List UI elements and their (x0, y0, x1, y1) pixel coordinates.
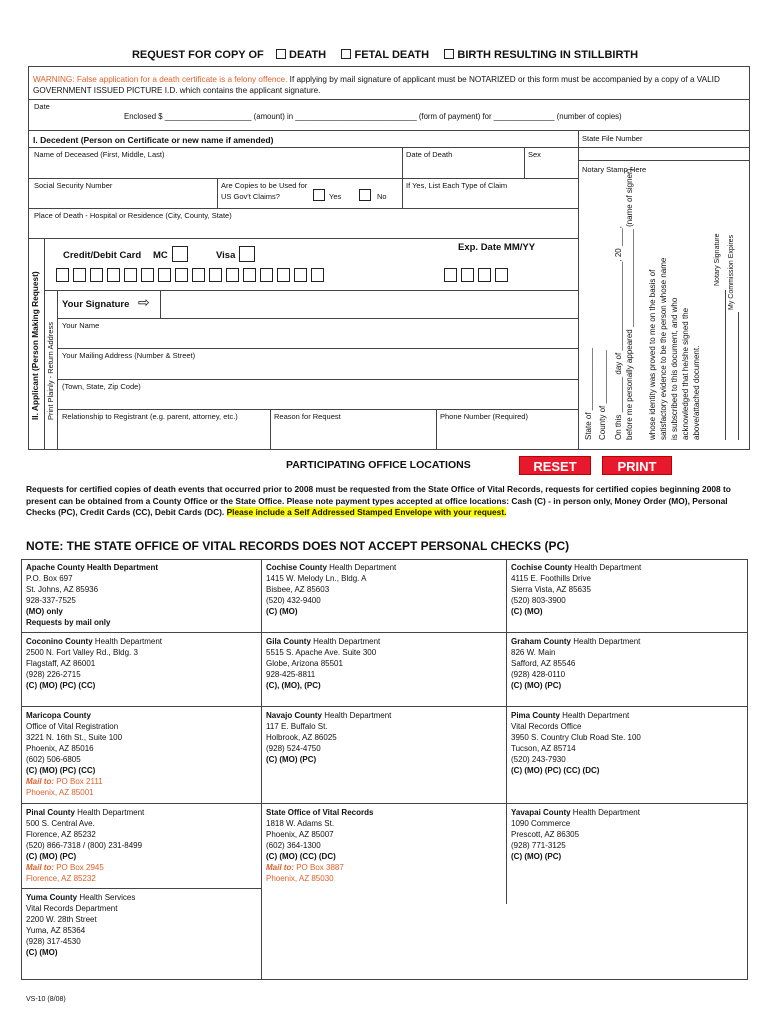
office-line: (928) 226-2715 (26, 670, 81, 679)
office-name: Apache County Health Department (26, 563, 159, 572)
warning-text (33, 74, 745, 96)
office-line: (602) 506-6805 (26, 755, 81, 764)
office-name: Cochise County Health Department (266, 563, 397, 572)
divider (402, 147, 403, 178)
print-plainly-label: Print Plainly - Return Address (46, 322, 55, 420)
card-digit-box[interactable] (56, 268, 69, 282)
notary-signature-line (725, 290, 726, 440)
office-line: (602) 364-1300 (266, 841, 321, 850)
mailing-address-label[interactable]: Your Mailing Address (Number & Street) (62, 351, 196, 360)
sex-label: Sex (528, 150, 541, 159)
date-label: Date (34, 102, 50, 111)
office-payment-types: (C) (MO) (PC) (26, 852, 77, 861)
office-name: Maricopa County (26, 711, 91, 720)
notary-subscribed: is subscribed to this document, and who (670, 297, 679, 440)
fetal-death-checkbox[interactable] (341, 49, 351, 59)
notary-on-this: On this ________ day of ____________________, 20 ____, (614, 226, 623, 440)
notary-state-of: State of ______________ (584, 347, 593, 440)
copies-q-line2: US Gov't Claims? (221, 192, 280, 201)
office-name: Yuma County Health Services (26, 893, 136, 902)
office-line: 500 S. Central Ave. (26, 819, 95, 828)
stillbirth-checkbox[interactable] (444, 49, 454, 59)
divider (28, 178, 578, 179)
office-name: Yavapai County Health Department (511, 808, 640, 817)
notary-county-of: County of ____________ (598, 350, 607, 440)
stillbirth-label: BIRTH RESULTING IN STILLBIRTH (457, 49, 639, 61)
state-file-label: State File Number (582, 134, 643, 143)
mc-label: MC (153, 250, 168, 261)
office-payment-types: (C) (MO) (PC) (CC) (DC) (511, 766, 600, 775)
divider (28, 208, 578, 209)
notary-whose: whose identity was proved to me on the basis of (648, 269, 657, 440)
place-of-death-label: Place of Death - Hospital or Residence (City, County, State) (34, 211, 232, 220)
office-line: Vital Records Office (511, 722, 582, 731)
divider (261, 559, 262, 980)
card-digit-box[interactable] (124, 268, 137, 282)
office-line: Tucson, AZ 85714 (511, 744, 576, 753)
deceased-name-label: Name of Deceased (First, Middle, Last) (34, 150, 165, 159)
office-line: (520) 243-7930 (511, 755, 566, 764)
enclosed-line[interactable]: Enclosed $ ____________________ (amount) in ____________________________ (form of payment) for ______________ (number of copies) (124, 112, 622, 121)
office-line: Phoenix, AZ 85016 (26, 744, 94, 753)
notary-satisfactory: satisfactory evidence to be the person whose name (659, 257, 668, 440)
office-cell (511, 636, 741, 691)
reason-label[interactable]: Reason for Request (274, 412, 341, 421)
office-line: St. Johns, AZ 85936 (26, 585, 99, 594)
divider (21, 803, 748, 804)
card-digit-box[interactable] (260, 268, 273, 282)
office-line: Bisbee, AZ 85603 (266, 585, 330, 594)
office-cell (266, 636, 496, 691)
credit-debit-label: Credit/Debit Card (63, 250, 142, 261)
offices-title: PARTICIPATING OFFICE LOCATIONS (286, 459, 471, 471)
card-digit-box[interactable] (277, 268, 290, 282)
card-digit-box[interactable] (192, 268, 205, 282)
office-line: 117 E. Buffalo St. (266, 722, 328, 731)
arrow-right-icon: ⇨ (138, 294, 150, 310)
card-digit-box[interactable] (107, 268, 120, 282)
notary-before-me: before me personally appeared ______________________ (name of signer), (625, 166, 634, 440)
office-line: Holbrook, AZ 86025 (266, 733, 337, 742)
divider (44, 238, 45, 450)
divider (28, 147, 750, 148)
office-line: 4115 E. Foothills Drive (511, 574, 591, 583)
divider (28, 130, 750, 131)
your-name-label[interactable]: Your Name (62, 321, 100, 330)
office-cell (266, 710, 496, 765)
card-digit-box[interactable] (209, 268, 222, 282)
divider (524, 147, 525, 178)
office-cell (26, 636, 256, 691)
divider (270, 409, 271, 450)
office-line: 1415 W. Melody Ln., Bldg. A (266, 574, 367, 583)
office-payment-types: (C) (MO) (CC) (DC) (266, 852, 336, 861)
office-line: 928-425-8811 (266, 670, 316, 679)
office-line: (928) 317-4530 (26, 937, 81, 946)
office-line: 826 W. Main (511, 648, 556, 657)
divider (436, 409, 437, 450)
form-number: VS-10 (8/08) (26, 996, 66, 1003)
card-digit-box[interactable] (73, 268, 86, 282)
office-line: 1818 W. Adams St. (266, 819, 335, 828)
divider (57, 318, 578, 319)
yes-checkbox[interactable] (313, 189, 325, 201)
office-line: (928) 428-0110 (511, 670, 566, 679)
office-payment-types: (C) (MO) (PC) (CC) (26, 681, 96, 690)
warning-red: WARNING: False application for a death certificate is a felony offence. (33, 75, 288, 84)
visa-checkbox[interactable] (239, 246, 255, 262)
divider (57, 379, 578, 380)
office-line: Florence, AZ 85232 (26, 830, 96, 839)
card-digit-box[interactable] (294, 268, 307, 282)
office-name: Graham County Health Department (511, 637, 641, 646)
divider (21, 632, 748, 633)
office-payment-types: (C) (MO) (PC) (266, 755, 317, 764)
warning-rest: If applying by mail signature of applicant must be NOTARIZED or this form must be accompanied by a copy of a VALID GOVERNMENT ISSUED PICTURE I.D. which contains the applicant signature. (33, 75, 720, 95)
form-title-row (0, 49, 770, 61)
office-mail-line: Phoenix, AZ 85001 (26, 788, 94, 797)
sase-highlight: Please include a Self Addressed Stamped Envelope with your request. (226, 507, 507, 517)
office-line: 928-337-7525 (26, 596, 76, 605)
office-line: Flagstaff, AZ 86001 (26, 659, 96, 668)
yes-label: Yes (329, 192, 342, 201)
divider (57, 348, 578, 349)
office-line: (928) 524-4750 (266, 744, 321, 753)
copies-q-line1: Are Copies to be Used for (221, 181, 308, 190)
office-name: Pinal County Health Department (26, 808, 145, 817)
exp-digit-box[interactable] (495, 268, 508, 282)
office-line: 3950 S. Country Club Road Ste. 100 (511, 733, 641, 742)
reset-button[interactable]: RESET (519, 456, 591, 475)
no-checkbox[interactable] (359, 189, 371, 201)
office-cell (511, 710, 741, 776)
exp-date-boxes[interactable] (444, 268, 512, 284)
office-payment-types: (C) (MO) (511, 607, 543, 616)
card-digit-box[interactable] (141, 268, 154, 282)
notary-stamp-label: Notary Stamp Here (582, 165, 647, 174)
office-name: Coconino County Health Department (26, 637, 163, 646)
office-cell (26, 562, 256, 628)
office-payment-types: (C) (MO) (PC) (511, 681, 562, 690)
divider (57, 409, 578, 410)
signature-label: Your Signature (62, 299, 130, 310)
signature-field[interactable] (161, 291, 577, 317)
office-mail-line: Florence, AZ 85232 (26, 874, 96, 883)
ssn-label: Social Security Number (34, 181, 113, 190)
divider (217, 178, 218, 208)
exp-digit-box[interactable] (478, 268, 491, 282)
office-mail-to: Mail to: PO Box 3887 (266, 863, 344, 872)
office-line: P.O. Box 697 (26, 574, 73, 583)
office-cell (26, 710, 256, 798)
divider (21, 888, 261, 889)
office-line: (520) 803-3900 (511, 596, 566, 605)
claim-type-label: If Yes, List Each Type of Claim (406, 181, 508, 190)
office-line: Office of Vital Registration (26, 722, 119, 731)
office-payment-types: Requests by mail only (26, 618, 111, 627)
office-payment-types: (C) (MO) (266, 607, 298, 616)
card-digit-box[interactable] (243, 268, 256, 282)
notary-expires-label: My Commission Expires (728, 234, 735, 310)
divider (57, 290, 58, 450)
date-of-death-label: Date of Death (406, 150, 453, 159)
office-payment-types: (C), (MO), (PC) (266, 681, 321, 690)
office-name: State Office of Vital Records (266, 808, 374, 817)
card-digit-box[interactable] (175, 268, 188, 282)
fetal-death-label: FETAL DEATH (354, 49, 430, 61)
office-mail-to: Mail to: PO Box 2945 (26, 863, 104, 872)
office-name: Cochise County Health Department (511, 563, 642, 572)
mc-checkbox[interactable] (172, 246, 188, 262)
print-button[interactable]: PRINT (602, 456, 672, 475)
card-digit-box[interactable] (158, 268, 171, 282)
divider (578, 130, 579, 450)
exp-digit-box[interactable] (461, 268, 474, 282)
office-cell (26, 892, 256, 958)
phone-label[interactable]: Phone Number (Required) (440, 412, 528, 421)
office-payment-types: (C) (MO) (PC) (511, 852, 562, 861)
office-line: Safford, AZ 85546 (511, 659, 576, 668)
visa-label: Visa (216, 250, 236, 261)
divider (21, 706, 748, 707)
instructions-body: Requests for certified copies of death events that occurred prior to 2008 must be requested from the State Office of Vital Records, requests for certified copies beginning 2008 to present can be obtained from a County Office or the State Office. Please note payment types accepted at office locations: Cash (C) - in person only, Money Order (MO), Personal Checks (PC), Credit Cards (CC), Debit Cards (DC). (26, 484, 731, 517)
office-name: Pima County Health Department (511, 711, 630, 720)
office-line: Globe, Arizona 85501 (266, 659, 343, 668)
office-line: Sierra Vista, AZ 85635 (511, 585, 591, 594)
office-line: 3221 N. 16th St., Suite 100 (26, 733, 123, 742)
office-payment-types: (MO) only (26, 607, 63, 616)
notary-above: above/attached document. (692, 345, 701, 440)
office-cell (511, 562, 741, 617)
note-heading: NOTE: THE STATE OFFICE OF VITAL RECORDS DOES NOT ACCEPT PERSONAL CHECKS (PC) (26, 539, 570, 553)
town-state-zip-label[interactable]: (Town, State, Zip Code) (62, 382, 141, 391)
office-cell (266, 562, 496, 617)
office-line: Prescott, AZ 86305 (511, 830, 580, 839)
instructions-text (26, 484, 748, 519)
notary-expires-line (738, 312, 739, 440)
office-payment-types: (C) (MO) (PC) (CC) (26, 766, 96, 775)
office-line: 2500 N. Fort Valley Rd., Bldg. 3 (26, 648, 138, 657)
office-name: Navajo County Health Department (266, 711, 392, 720)
relationship-label[interactable]: Relationship to Registrant (e.g. parent, attorney, etc.) (62, 412, 238, 421)
office-line: (520) 432-9400 (266, 596, 321, 605)
divider (506, 559, 507, 904)
office-name: Gila County Health Department (266, 637, 381, 646)
card-digit-box[interactable] (90, 268, 103, 282)
divider (28, 238, 578, 239)
office-payment-types: (C) (MO) (26, 948, 58, 957)
office-cell (266, 807, 496, 884)
request-title: REQUEST FOR COPY OF (131, 49, 264, 61)
office-mail-line: Phoenix, AZ 85030 (266, 874, 334, 883)
exp-date-label: Exp. Date MM/YY (458, 242, 536, 253)
office-line: 2200 W. 28th Street (26, 915, 97, 924)
card-number-boxes[interactable] (56, 268, 328, 284)
office-line: (520) 866-7318 / (800) 231-8499 (26, 841, 143, 850)
divider (28, 99, 750, 100)
no-label: No (377, 192, 387, 201)
decedent-section-title: I. Decedent (Person on Certificate or new name if amended) (33, 135, 274, 145)
office-line: (928) 771-3125 (511, 841, 566, 850)
applicant-section-title: II. Applicant (Person Making Request) (30, 271, 40, 420)
office-mail-to: Mail to: PO Box 2111 (26, 777, 103, 786)
office-cell (26, 807, 256, 884)
office-line: 1090 Commerce (511, 819, 571, 828)
office-line: Vital Records Department (26, 904, 118, 913)
death-label: DEATH (289, 49, 327, 61)
office-line: 5515 S. Apache Ave. Suite 300 (266, 648, 377, 657)
notary-acknowledged: acknowledged that he/she signed the (681, 307, 690, 440)
notary-signature-label: Notary Signature (714, 233, 721, 286)
divider (402, 178, 403, 208)
office-cell (511, 807, 741, 862)
divider (578, 160, 750, 161)
death-checkbox[interactable] (276, 49, 286, 59)
exp-digit-box[interactable] (444, 268, 457, 282)
card-digit-box[interactable] (226, 268, 239, 282)
office-line: Yuma, AZ 85364 (26, 926, 86, 935)
office-line: Phoenix, AZ 85007 (266, 830, 334, 839)
card-digit-box[interactable] (311, 268, 324, 282)
